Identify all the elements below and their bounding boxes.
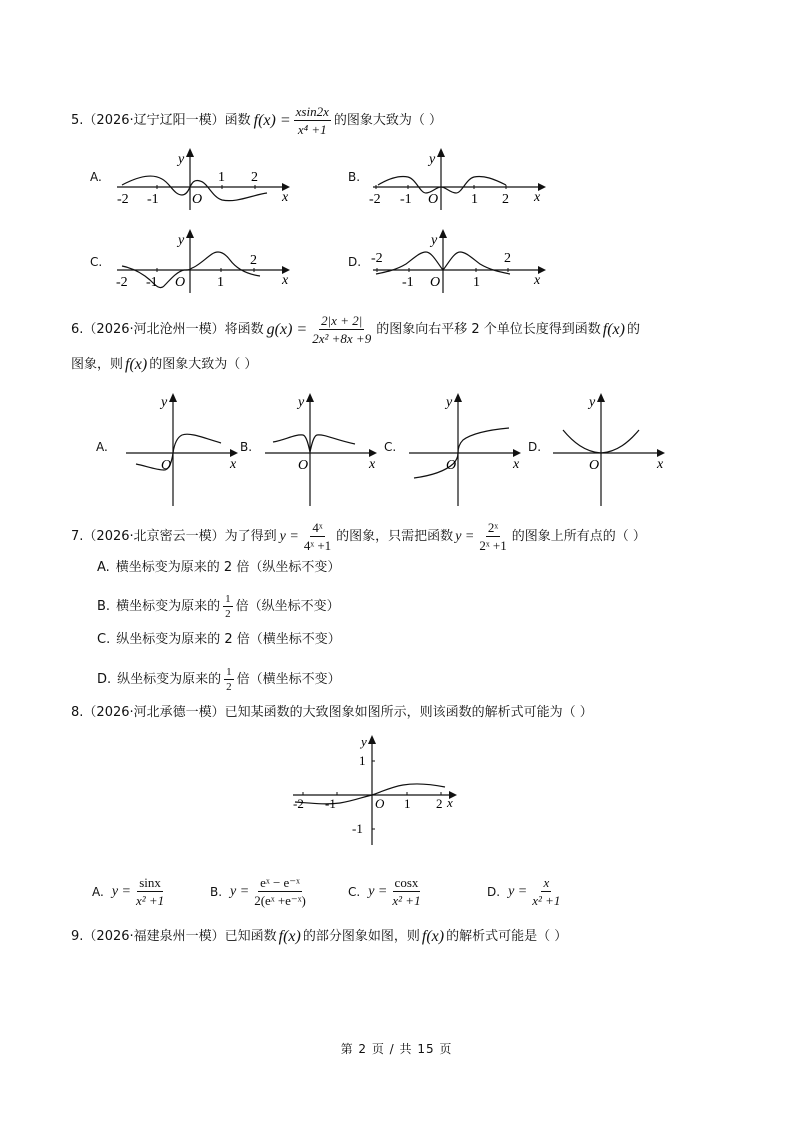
svg-text:1: 1 xyxy=(471,192,478,207)
q5-graph-a xyxy=(112,145,292,215)
fraction-half xyxy=(223,593,233,620)
svg-text:-1: -1 xyxy=(400,192,412,207)
q6-option-c[interactable] xyxy=(384,390,529,508)
tick-1: 1 xyxy=(404,796,411,811)
option-label: B. xyxy=(348,170,361,184)
q8-option-b[interactable] xyxy=(210,875,311,908)
function-name: g(x) = xyxy=(266,320,308,338)
question-source: （2026·河北承德一模） xyxy=(83,705,225,720)
q7-option-c[interactable] xyxy=(97,630,341,650)
q5-graph-d xyxy=(368,228,548,298)
stem-text: 已知函数 xyxy=(224,929,277,944)
y-equals: y = xyxy=(279,528,299,544)
formula-denominator: 2ˣ +1 xyxy=(479,538,507,553)
origin-label: O xyxy=(375,796,385,811)
option-label: C. xyxy=(90,255,103,269)
svg-text:-2: -2 xyxy=(116,275,128,290)
formula-denominator: x⁴ +1 xyxy=(297,122,327,137)
numerator: sinx xyxy=(139,875,161,890)
stem-text-mid: 的部分图象如图，则 xyxy=(302,929,420,944)
q7-option-a[interactable] xyxy=(97,558,340,578)
svg-text:y: y xyxy=(429,152,436,167)
stem-text: 为了得到 xyxy=(224,528,277,544)
formula-numerator: xsin2x xyxy=(295,104,329,119)
tick-neg1: -1 xyxy=(325,796,336,811)
stem-text: 图象，则 xyxy=(71,357,124,372)
svg-text:O: O xyxy=(298,458,309,473)
svg-text:2: 2 xyxy=(250,253,257,268)
svg-text:x: x xyxy=(534,190,541,205)
option-label: C. xyxy=(384,440,397,454)
option-label: A. xyxy=(90,170,102,184)
formula-numerator: 2ˣ xyxy=(487,520,499,535)
svg-text:x: x xyxy=(513,457,520,472)
svg-text:y: y xyxy=(178,233,185,248)
svg-text:y: y xyxy=(446,395,453,410)
question-5-stem xyxy=(71,104,442,137)
stem-text: 已知某函数的大致图象如图所示，则该函数的解析式可能为（ ） xyxy=(224,705,593,720)
svg-text:-1: -1 xyxy=(146,275,158,290)
option-lhs: y = xyxy=(368,883,388,899)
option-lhs: y = xyxy=(111,883,131,899)
function-f: f(x) xyxy=(421,928,445,945)
option-formula xyxy=(252,875,308,908)
fraction-half xyxy=(224,666,234,693)
option-label: B. xyxy=(240,440,253,454)
question-number: 8 xyxy=(71,705,80,720)
svg-text:1: 1 xyxy=(473,275,480,290)
option-label: A. xyxy=(92,884,104,899)
tick-neg1: -1 xyxy=(147,192,159,207)
tick-2: 2 xyxy=(436,796,443,811)
svg-text:y: y xyxy=(161,395,168,410)
svg-text:x: x xyxy=(282,273,289,288)
page-footer: 第 2 页 / 共 15 页 xyxy=(340,1042,453,1056)
question-number: 7 xyxy=(71,528,80,544)
numerator: 1 xyxy=(226,666,232,678)
svg-text:O: O xyxy=(446,458,457,473)
svg-text:y: y xyxy=(298,395,305,410)
formula-2 xyxy=(477,520,508,553)
denominator: 2 xyxy=(225,608,231,620)
question-6-stem-line2 xyxy=(71,355,257,375)
formula-denominator: 4ˣ +1 xyxy=(303,538,332,553)
svg-text:O: O xyxy=(430,275,441,290)
function-name: f(x) = xyxy=(253,111,291,129)
question-number: 9 xyxy=(71,929,80,944)
option-label: D. xyxy=(348,255,362,269)
option-formula xyxy=(134,875,166,908)
y-equals: y = xyxy=(455,528,475,544)
y-axis-label: y xyxy=(178,152,185,167)
q8-option-c[interactable] xyxy=(348,875,426,908)
stem-text-after: 的图象向右平移 2 个单位长度得到函数 xyxy=(376,321,601,337)
formula-numerator: 4ˣ xyxy=(312,520,323,535)
q6-graph-a xyxy=(116,390,246,508)
question-source: （2026·河北沧州一模） xyxy=(83,321,225,337)
function-f: f(x) xyxy=(125,356,148,373)
ytick-1: 1 xyxy=(359,753,366,768)
stem-text-after: 的解析式可能是（ ） xyxy=(446,929,568,944)
formula-1 xyxy=(302,520,333,553)
svg-text:x: x xyxy=(369,457,376,472)
option-label: A. xyxy=(96,440,108,454)
option-label: B. xyxy=(210,884,223,899)
stem-text-after: 的图象上所有点的（ ） xyxy=(511,528,646,544)
option-lhs: y = xyxy=(230,883,250,899)
question-7-stem xyxy=(71,520,646,553)
numerator: cosx xyxy=(394,875,419,890)
option-label: D. xyxy=(487,884,501,899)
stem-text: 函数 xyxy=(224,112,251,128)
numerator: eˣ − e⁻ˣ xyxy=(260,875,300,890)
formula-numerator: 2|x + 2| xyxy=(321,313,363,328)
svg-text:-2: -2 xyxy=(369,192,381,207)
q6-graph-d xyxy=(543,390,673,508)
ytick-neg1: -1 xyxy=(352,821,363,836)
denominator: 2 xyxy=(226,681,232,693)
dot: . xyxy=(79,929,84,944)
svg-text:y: y xyxy=(589,395,596,410)
stem-text-tail: 的 xyxy=(626,321,640,337)
q5-option-b[interactable] xyxy=(348,145,548,215)
formula xyxy=(310,313,373,346)
dot: . xyxy=(79,528,84,544)
option-text-after: 倍（横坐标不变） xyxy=(236,671,341,687)
dot: . xyxy=(79,705,84,720)
dot: . xyxy=(79,112,84,128)
denominator: x² +1 xyxy=(392,893,421,908)
x-axis-label: x xyxy=(447,795,453,810)
option-text-after: 倍（纵坐标不变） xyxy=(235,598,340,614)
svg-text:O: O xyxy=(589,458,600,473)
svg-text:x: x xyxy=(534,273,541,288)
option-label: A. xyxy=(97,560,110,575)
q7-option-b[interactable] xyxy=(97,593,340,620)
tick-1: 1 xyxy=(218,170,225,185)
q5-option-d[interactable] xyxy=(348,228,548,298)
dot: . xyxy=(79,321,84,337)
question-source: （2026·北京密云一模） xyxy=(83,528,225,544)
q5-option-a[interactable] xyxy=(90,145,290,215)
option-label: C. xyxy=(348,884,361,899)
svg-text:2: 2 xyxy=(502,192,509,207)
stem-text-mid: 的图象，只需把函数 xyxy=(336,528,454,544)
option-label: B. xyxy=(97,598,111,614)
denominator: x² +1 xyxy=(135,893,165,908)
q6-option-d[interactable] xyxy=(528,390,673,508)
q6-graph-c xyxy=(399,390,529,508)
option-formula xyxy=(390,875,422,908)
svg-text:-1: -1 xyxy=(402,275,414,290)
option-label: D. xyxy=(97,671,112,687)
tick-neg2: -2 xyxy=(293,796,304,811)
q5-option-c[interactable] xyxy=(90,228,290,298)
option-label: C. xyxy=(97,632,111,647)
q8-option-d[interactable] xyxy=(487,875,565,908)
svg-text:O: O xyxy=(175,275,186,290)
tick-2: 2 xyxy=(251,170,258,185)
q6-option-a[interactable] xyxy=(96,390,241,508)
option-text: 横坐标变为原来的 2 倍（纵坐标不变） xyxy=(115,560,341,575)
q6-option-b[interactable] xyxy=(240,390,385,508)
option-text: 横坐标变为原来的 xyxy=(116,598,221,614)
stem-text-after: 的图象大致为（ ） xyxy=(149,357,258,372)
q5-graph-c xyxy=(112,228,292,298)
x-axis-label: x xyxy=(282,190,289,205)
svg-text:2: 2 xyxy=(504,251,511,266)
y-axis-label: y xyxy=(361,734,367,749)
option-text: 纵坐标变为原来的 2 倍（横坐标不变） xyxy=(116,632,341,647)
question-source: （2026·辽宁辽阳一模） xyxy=(83,112,225,128)
stem-text: 将函数 xyxy=(224,321,264,337)
svg-text:x: x xyxy=(657,457,664,472)
function-f: f(x) xyxy=(278,928,301,945)
svg-text:y: y xyxy=(431,233,438,248)
q5-graph-b xyxy=(368,145,548,215)
denominator: x² +1 xyxy=(532,893,561,908)
question-source: （2026·福建泉州一模） xyxy=(83,929,225,944)
svg-text:O: O xyxy=(428,192,439,207)
q6-graph-b xyxy=(255,390,385,508)
question-8-stem xyxy=(71,703,593,723)
numerator: x xyxy=(543,875,550,890)
question-number: 5 xyxy=(71,112,80,128)
svg-text:O: O xyxy=(161,458,172,473)
question-number: 6 xyxy=(71,321,80,337)
stem-text-after: 的图象大致为（ ） xyxy=(333,112,443,128)
option-lhs: y = xyxy=(508,883,528,899)
denominator: 2(eˣ +e⁻ˣ) xyxy=(254,893,306,908)
question-9-stem xyxy=(71,927,567,947)
q8-option-a[interactable] xyxy=(92,875,169,908)
svg-text:x: x xyxy=(230,457,237,472)
function-f: f(x) xyxy=(602,320,625,338)
svg-text:-2: -2 xyxy=(371,251,383,266)
q8-graph xyxy=(285,732,465,847)
option-text: 纵坐标变为原来的 xyxy=(117,671,222,687)
option-label: D. xyxy=(528,440,542,454)
numerator: 1 xyxy=(225,593,231,605)
tick-neg2: -2 xyxy=(117,192,129,207)
q7-option-d[interactable] xyxy=(97,666,341,693)
formula-denominator: 2x² +8x +9 xyxy=(312,331,372,346)
option-formula xyxy=(530,875,562,908)
origin-label: O xyxy=(192,192,203,207)
question-6-stem-line1 xyxy=(71,313,640,346)
formula xyxy=(294,104,331,137)
svg-text:1: 1 xyxy=(217,275,224,290)
